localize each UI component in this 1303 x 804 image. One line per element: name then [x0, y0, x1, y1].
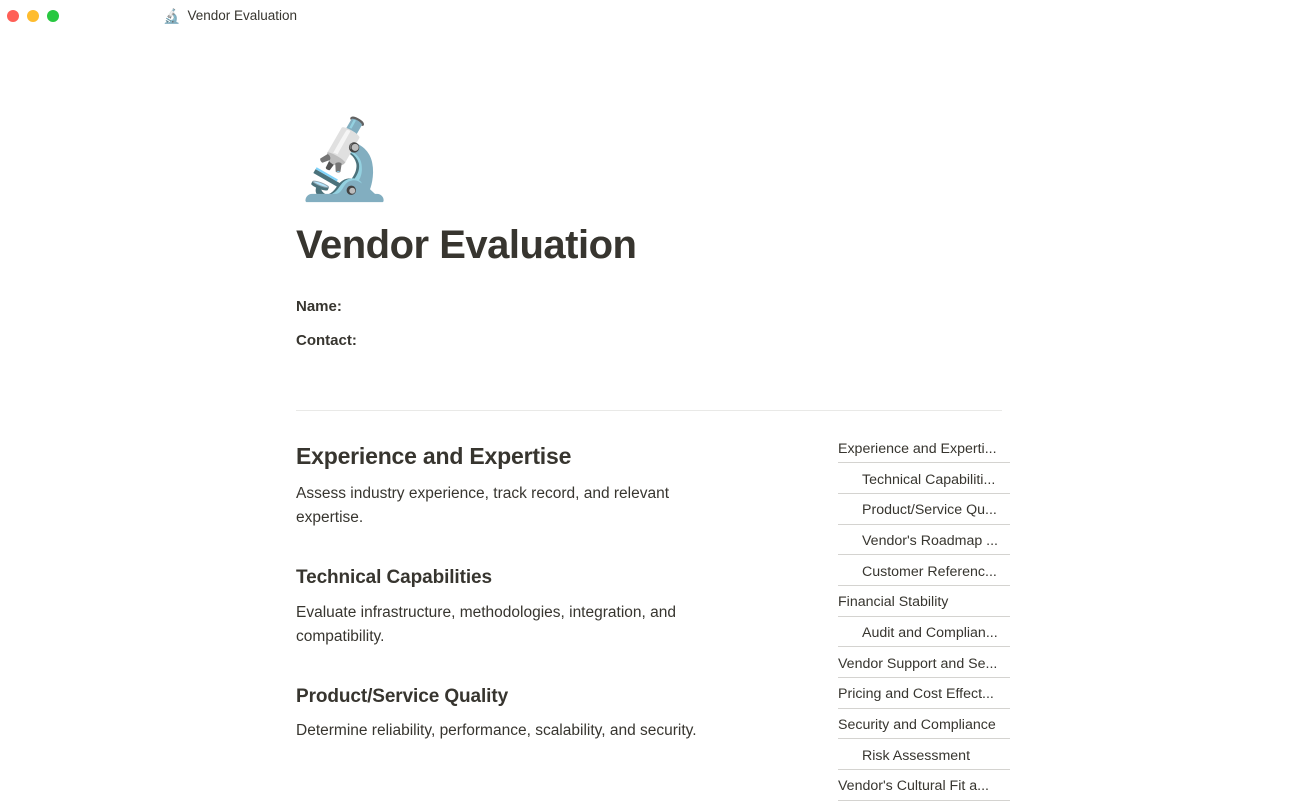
- table-of-contents: [838, 436, 1010, 804]
- page-header: [296, 115, 1002, 352]
- toc-item[interactable]: Experience and Experti...: [838, 436, 1010, 463]
- section-heading[interactable]: Product/Service Quality: [296, 685, 509, 707]
- section-technical-capabilities: [296, 566, 796, 649]
- section-product-service-quality: [296, 685, 796, 744]
- section-experience-and-expertise: [296, 442, 796, 530]
- section-heading[interactable]: Technical Capabilities: [296, 566, 492, 588]
- minimize-window-icon[interactable]: [27, 10, 39, 22]
- section-body[interactable]: Evaluate infrastructure, methodologies, integration, and compatibility.: [296, 603, 676, 645]
- microscope-icon: 🔬: [163, 7, 181, 24]
- toc-item[interactable]: Product/Service Qu...: [838, 497, 1010, 524]
- property-contact[interactable]: Contact:: [296, 331, 357, 349]
- toc-item[interactable]: Risk Assessment: [838, 743, 1010, 770]
- toc-item[interactable]: Vendor Support and Se...: [838, 651, 1010, 678]
- close-window-icon[interactable]: [7, 10, 19, 22]
- page-microscope-icon[interactable]: 🔬: [296, 115, 394, 203]
- maximize-window-icon[interactable]: [47, 10, 59, 22]
- page-sections: [296, 442, 796, 779]
- header-divider: [296, 410, 1002, 411]
- section-body[interactable]: Determine reliability, performance, scalability, and security.: [296, 722, 697, 740]
- page-title[interactable]: Vendor Evaluation: [296, 223, 637, 267]
- window-titlebar: [0, 0, 1303, 31]
- toc-item[interactable]: Vendor's Roadmap ...: [838, 528, 1010, 555]
- section-body[interactable]: Assess industry experience, track record, and relevant expertise.: [296, 484, 670, 526]
- toc-item[interactable]: Audit and Complian...: [838, 620, 1010, 647]
- window-controls: [0, 10, 59, 22]
- tab-vendor-evaluation[interactable]: [163, 8, 297, 23]
- section-heading[interactable]: Experience and Expertise: [296, 443, 572, 469]
- toc-item[interactable]: Customer Referenc...: [838, 559, 1010, 586]
- toc-item[interactable]: Pricing and Cost Effect...: [838, 681, 1010, 708]
- toc-item[interactable]: Technical Capabiliti...: [838, 467, 1010, 494]
- toc-item[interactable]: Vendor's Cultural Fit a...: [838, 773, 1010, 800]
- property-name[interactable]: Name:: [296, 298, 342, 315]
- page-body: [0, 31, 1303, 795]
- toc-item[interactable]: Financial Stability: [838, 589, 1010, 616]
- toc-item[interactable]: Security and Compliance: [838, 712, 1010, 739]
- tab-title: Vendor Evaluation: [187, 8, 298, 23]
